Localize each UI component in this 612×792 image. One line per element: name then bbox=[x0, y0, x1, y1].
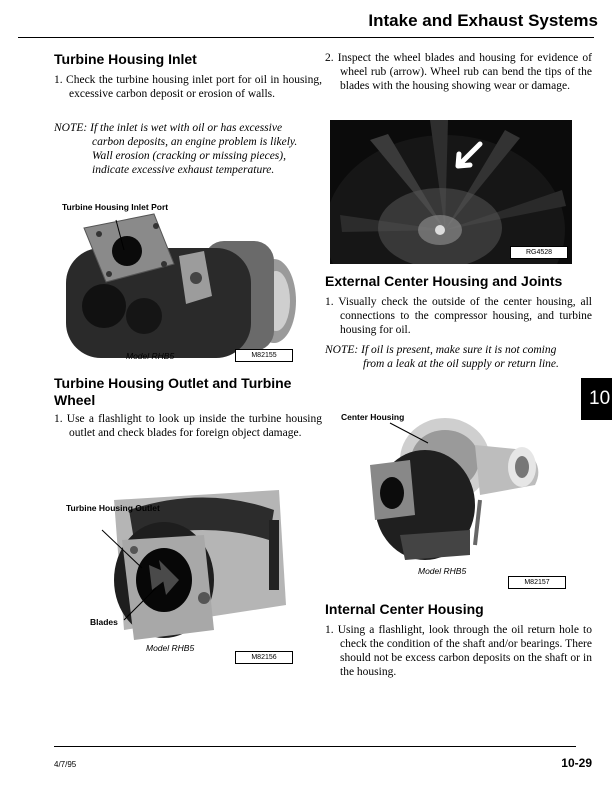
internal-step-1: 1. Using a flashlight, look through the oil return hole to check the condition of the shaft and/or bearings. There should not be excess carbon deposits on the shaft or in the housing. bbox=[325, 624, 592, 678]
callout-blades: Blades bbox=[90, 617, 118, 627]
figure-id-m82156: M82156 bbox=[235, 651, 293, 664]
external-note bbox=[325, 343, 577, 371]
section-heading-external: External Center Housing and Joints bbox=[325, 273, 563, 289]
turbine-inlet-photo bbox=[54, 196, 307, 366]
wheel-rub-photo bbox=[330, 120, 572, 264]
inlet-note-text: If the inlet is wet with oil or has excessive carbon deposits, an engine problem is likely. Wall erosion (cracking or missing pieces), indicate excessive exhaust temperature. bbox=[90, 122, 298, 176]
inspect-step-2: 2. Inspect the wheel blades and housing for evidence of wheel rub (arrow). Wheel rub can bend the tips of the blades with the housing showing wear or damage. bbox=[325, 52, 592, 92]
callout-center-housing: Center Housing bbox=[341, 412, 405, 422]
figure-id-m82157: M82157 bbox=[508, 576, 566, 589]
section-heading-outlet: Turbine Housing Outlet and Turbine Wheel bbox=[54, 375, 292, 408]
section-heading-inlet: Turbine Housing Inlet bbox=[54, 51, 197, 67]
external-step-1: 1. Visually check the outside of the center housing, all connections to the compressor housing, and turbine housing for oil. bbox=[325, 296, 592, 336]
footer-rule bbox=[54, 746, 576, 747]
center-housing-photo bbox=[330, 405, 572, 590]
model-label-m82157: Model RHB5 bbox=[418, 566, 467, 576]
figure-id-rg4528: RG4528 bbox=[510, 246, 568, 259]
inlet-note-label: NOTE: bbox=[54, 122, 88, 134]
chapter-tab: 10 bbox=[581, 378, 612, 420]
model-label-m82156: Model RHB5 bbox=[146, 643, 195, 653]
inlet-note bbox=[54, 121, 307, 177]
outlet-step-1: 1. Use a flashlight to look up inside the turbine housing outlet and check blades for foreign object damage. bbox=[54, 413, 322, 439]
model-label-m82155: Model RHB5 bbox=[126, 351, 175, 361]
page-header-title: Intake and Exhaust Systems bbox=[368, 11, 598, 30]
figure-wheel-rub bbox=[330, 120, 572, 264]
inlet-step-1: 1. Check the turbine housing inlet port for oil in housing, excessive carbon deposit or erosion of walls. bbox=[54, 74, 322, 100]
footer-page-number: 10-29 bbox=[561, 756, 592, 770]
footer-date: 4/7/95 bbox=[54, 760, 77, 769]
callout-outlet: Turbine Housing Outlet bbox=[66, 503, 160, 513]
external-note-text: If oil is present, make sure it is not coming from a leak at the oil supply or return line. bbox=[361, 344, 559, 370]
figure-center-housing bbox=[330, 405, 572, 590]
callout-inlet-port: Turbine Housing Inlet Port bbox=[62, 202, 169, 212]
figure-id-m82155: M82155 bbox=[235, 349, 293, 362]
external-note-label: NOTE: bbox=[325, 344, 359, 356]
figure-turbine-outlet bbox=[54, 480, 307, 672]
header-rule bbox=[18, 37, 594, 38]
figure-turbine-inlet bbox=[54, 196, 307, 366]
section-heading-internal: Internal Center Housing bbox=[325, 601, 484, 617]
